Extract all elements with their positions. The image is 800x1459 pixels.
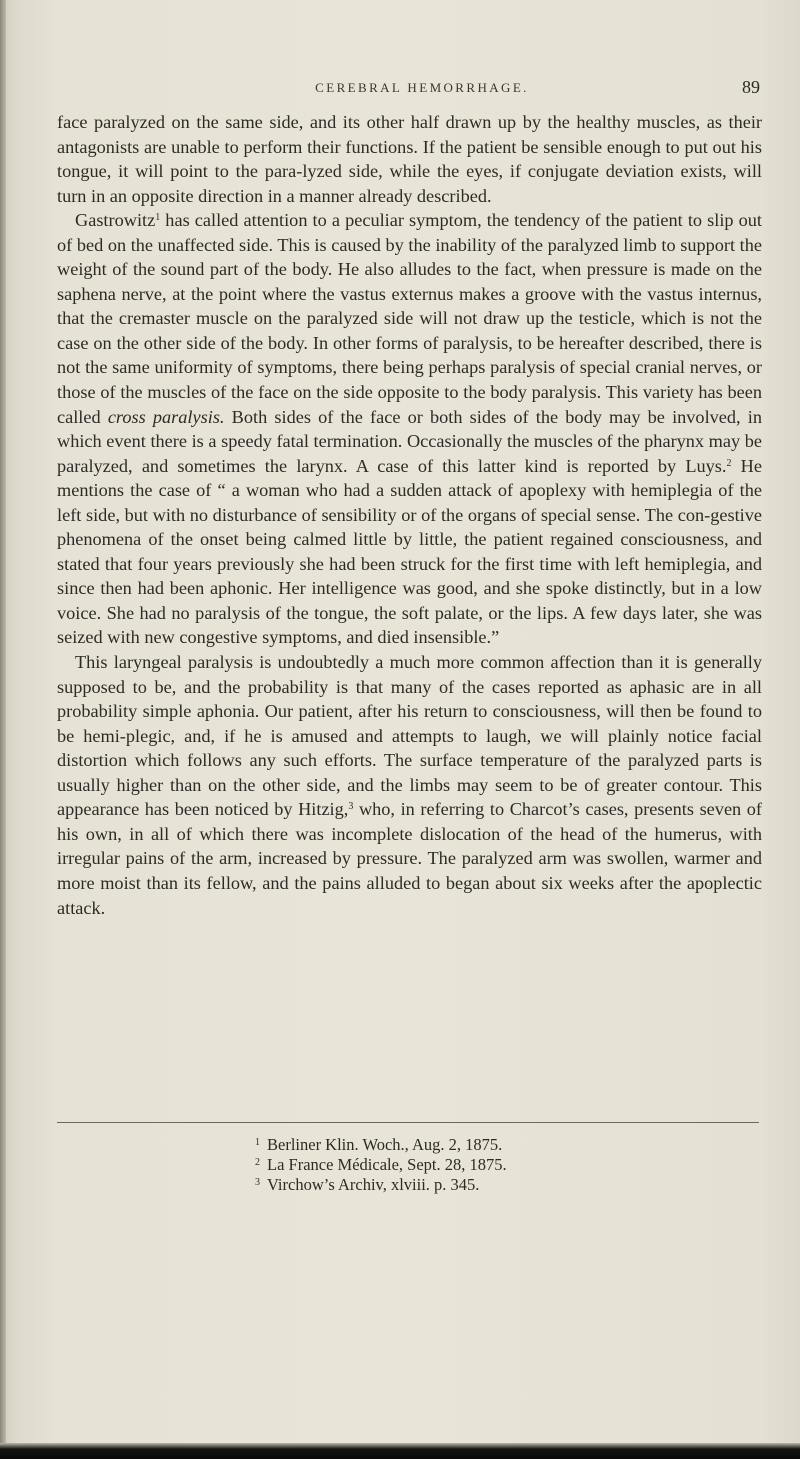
footnote-ref-3: 3	[348, 801, 354, 813]
scan-bottom-edge	[0, 1443, 800, 1459]
paragraph-text: He mentions the case of “ a woman who had a sudden attack of apoplexy with hemiplegia of the left side, but with no disturbance of sensibility or of the organs of special sense. The con-gestive phenomena of the onset being calmed little by little, the patient regained consciousness, and stated that four years previously she had been struck for the first time with left hemiplegia, and since then had been aphonic. Her intelligence was good, and she spoke distinctly, but in a low voice. She had no paralysis of the tongue, the soft palate, or the lips. A few days later, she was seized with new congestive symptoms, and died insensible.”	[57, 455, 763, 648]
italic-term: cross paralysis.	[107, 406, 225, 427]
paragraph-2	[57, 208, 762, 650]
footnote-1: 1 Berliner Klin. Woch., Aug. 2, 1875.	[255, 1135, 503, 1154]
body-text	[57, 110, 762, 920]
footnote-text: Berliner Klin. Woch., Aug. 2, 1875.	[267, 1135, 503, 1154]
paragraph-text: who, in referring to Charcot’s cases, presents seven of his own, in all of which there was incomplete dislocation of the head of the humerus, with irregular pains of the arm, increased by pressure. The paralyzed arm was swollen, warmer and more moist than its fellow, and the pains alluded to began about six weeks after the apoplectic attack.	[57, 799, 763, 918]
paragraph-text: face paralyzed on the same side, and its other half drawn up by the healthy muscles, as their antagonists are unable to perform their functions. If the patient be sensible enough to put out his tongue, it will point to the para-lyzed side, while the eyes, if conjugate deviation exists, will turn in an opposite direction in a manner already described.	[57, 112, 762, 206]
running-title: CEREBRAL HEMORRHAGE.	[315, 80, 529, 95]
paragraph-text: has called attention to a peculiar symptom, the tendency of the patient to slip out of bed on the unaffected side. This is caused by the inability of the paralyzed limb to support the weight of the sound part of the body. He also alludes to the fact, when pressure is made on the saphena nerve, at the point where the vastus externus makes a groove with the vastus internus, that the cremaster muscle on the paralyzed side will not draw up the testicle, which is not the case on the other side of the body. In other forms of paralysis, to be hereafter described, there is not the same uniformity of symptoms, there being perhaps paralysis of special cranial nerves, or those of the muscles of the face on the side opposite to the body paralysis. This variety has been called	[57, 210, 762, 427]
footnotes	[255, 1135, 755, 1195]
footnote-rule	[57, 1122, 759, 1123]
paragraph-text: This laryngeal paralysis is undoubtedly a much more common affection than it is generally supposed to be, and the probability is that many of the cases reported as aphasic are in all probability simple aphonia. Our patient, after his return to consciousness, will then be found to be hemi-plegic, and, if he is amused and attempts to laugh, we will plainly notice facial distortion which follows any such efforts. The surface temperature of the paralyzed parts is usually higher than on the other side, and the limbs may seem to be of greater contour. This appearance has been noticed by Hitzig,	[57, 652, 762, 820]
running-head	[0, 77, 800, 100]
paragraph-text: Both sides of the face or both sides of the body may be involved, in which event there is a speedy fatal termination. Occasionally the muscles of the pharynx may be paralyzed, and sometimes the larynx. A case of this latter kind is reported by Luys.	[57, 406, 762, 476]
page-number: 89	[742, 77, 760, 97]
footnote-3: 3 Virchow’s Archiv, xlviii. p. 345.	[255, 1175, 480, 1194]
paragraph-1	[57, 110, 762, 208]
footnote-2: 2 La France Médicale, Sept. 28, 1875.	[255, 1155, 507, 1174]
paragraph-3	[57, 650, 762, 920]
footnote-ref-2: 2	[726, 457, 732, 469]
footnote-text: La France Médicale, Sept. 28, 1875.	[267, 1155, 507, 1174]
footnote-text: Virchow’s Archiv, xlviii. p. 345.	[267, 1175, 480, 1194]
page-binding-edge	[0, 0, 6, 1459]
footnote-ref-1: 1	[155, 212, 161, 224]
paragraph-text: Gastrowitz	[75, 210, 156, 231]
